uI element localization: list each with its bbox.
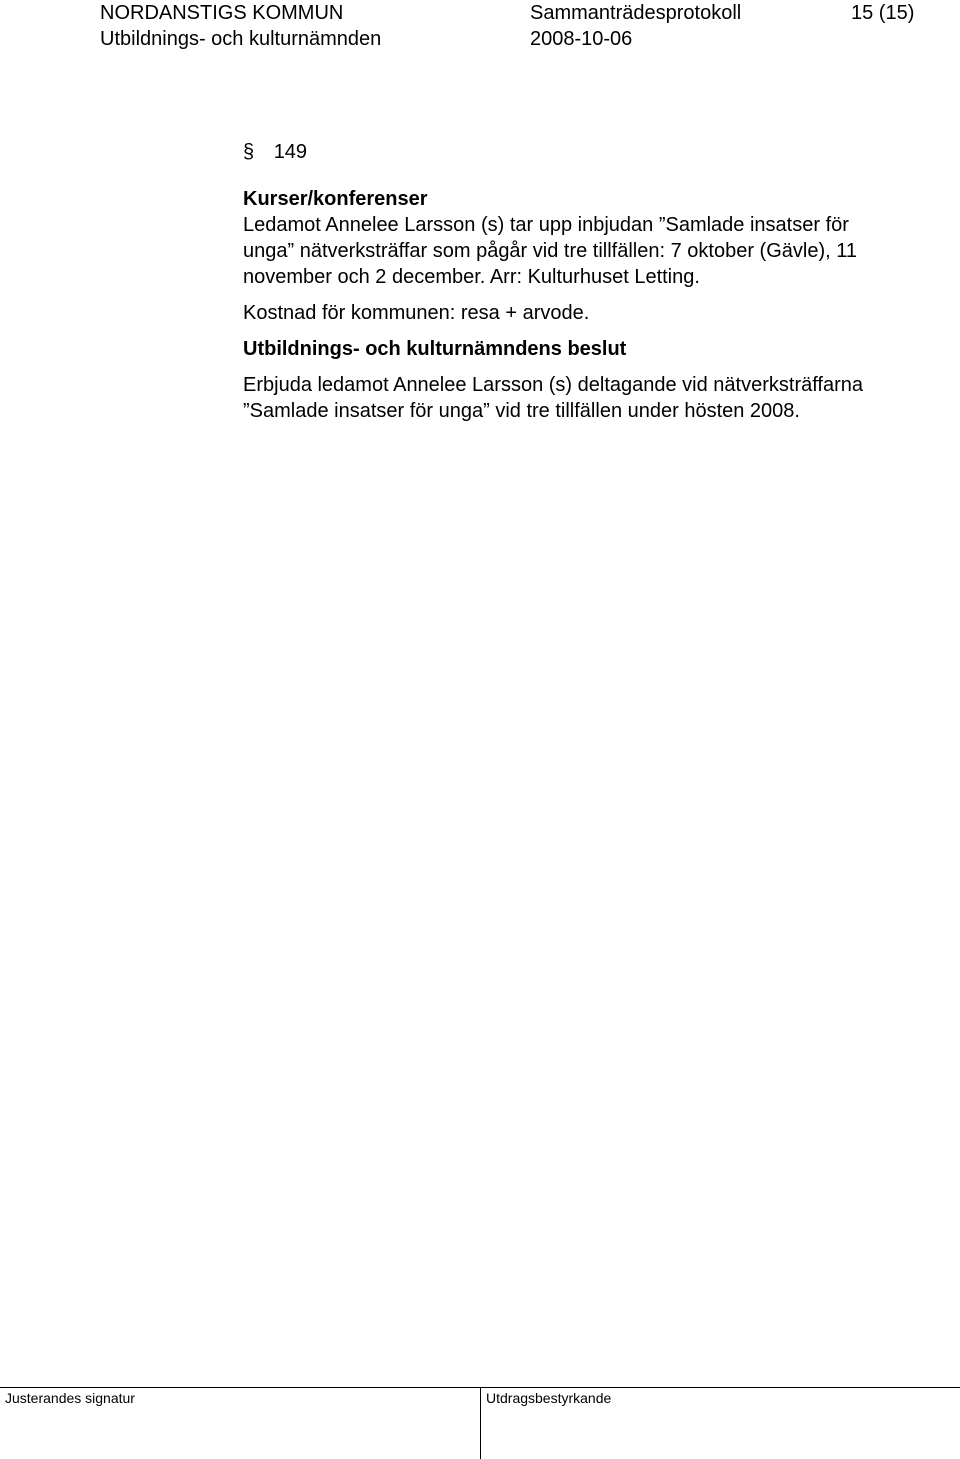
page-number: 15 (15) (851, 2, 915, 24)
body-line-3: november och 2 december. Arr: Kulturhuset Letting. (243, 266, 700, 288)
meeting-date: 2008-10-06 (530, 28, 633, 50)
decision-heading: Utbildnings- och kulturnämndens beslut (243, 338, 627, 360)
section-number (243, 139, 307, 165)
decision-line-2: ”Samlade insatser för unga” vid tre tillfällen under hösten 2008. (243, 400, 800, 422)
org-name: NORDANSTIGS KOMMUN (100, 2, 344, 24)
paragraph-sign: § (243, 141, 255, 163)
document-type: Sammanträdesprotokoll (530, 2, 742, 24)
signature-label: Justerandes signatur (5, 1390, 135, 1406)
footer-divider (480, 1387, 481, 1459)
section-number-value: 149 (273, 141, 308, 163)
committee-name: Utbildnings- och kulturnämnden (100, 28, 382, 50)
certification-label: Utdragsbestyrkande (486, 1390, 612, 1406)
cost-line: Kostnad för kommunen: resa + arvode. (243, 302, 590, 324)
body-line-2: unga” nätverksträffar som pågår vid tre tillfällen: 7 oktober (Gävle), 11 (243, 240, 857, 262)
body-line-1: Ledamot Annelee Larsson (s) tar upp inbjudan ”Samlade insatser för (243, 214, 849, 236)
section-title: Kurser/konferenser (243, 188, 428, 210)
decision-line-1: Erbjuda ledamot Annelee Larsson (s) deltagande vid nätverksträffarna (243, 374, 864, 396)
